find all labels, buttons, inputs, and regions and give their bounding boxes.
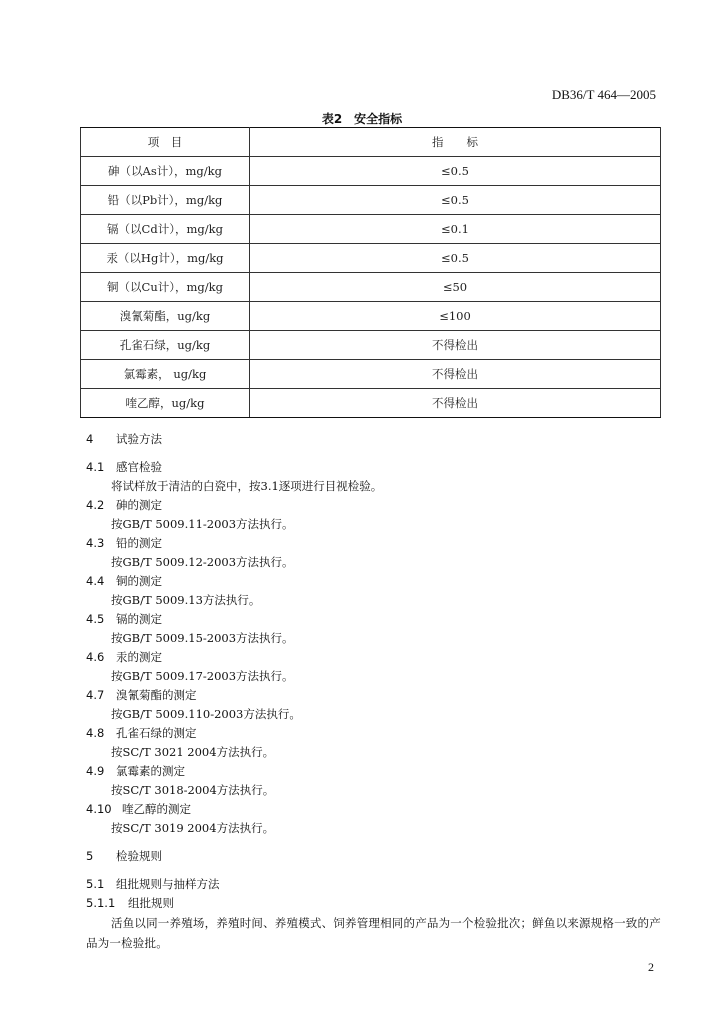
table-cell-value: ≤100 [250,302,661,331]
table-cell-item: 喹乙醇，ug/kg [81,389,250,418]
column-header-indicator: 指 标 [250,128,661,157]
subsection-heading: 4.1 感官检验 [86,460,162,474]
table-cell-value: 不得检出 [250,360,661,389]
paragraph: 将试样放于清洁的白瓷中，按3.1逐项进行目视检验。 [111,479,383,493]
paragraph: 按SC/T 3019 2004方法执行。 [111,821,275,835]
section-heading: 5 检验规则 [86,849,162,863]
subsection-heading: 4.2 砷的测定 [86,498,162,512]
document-body [86,430,661,953]
table-cell-item: 溴氰菊酯，ug/kg [81,302,250,331]
table-cell-value: ≤0.5 [250,244,661,273]
page-number: 2 [648,960,654,974]
subsection-heading: 4.3 铅的测定 [86,536,162,550]
table-row [81,389,661,418]
document-code: DB36/T 464—2005 [551,87,656,102]
subsection-heading: 4.5 镉的测定 [86,612,162,626]
paragraph: 按GB/T 5009.11-2003方法执行。 [111,517,294,531]
table-row [81,360,661,389]
table-cell-item: 孔雀石绿，ug/kg [81,331,250,360]
paragraph: 按GB/T 5009.17-2003方法执行。 [111,669,294,683]
table-cell-value: ≤0.5 [250,157,661,186]
paragraph: 按GB/T 5009.13方法执行。 [111,593,261,607]
table-cell-item: 汞（以Hg计），mg/kg [81,244,250,273]
table-cell-value: ≤0.5 [250,186,661,215]
table-cell-item: 铅（以Pb计），mg/kg [81,186,250,215]
table-cell-value: ≤50 [250,273,661,302]
table-header-row [81,128,661,157]
safety-indicators-table [80,127,661,418]
subsection-heading: 5.1.1 组批规则 [86,896,174,910]
table-cell-item: 铜（以Cu计），mg/kg [81,273,250,302]
table-cell-item: 氯霉素， ug/kg [81,360,250,389]
subsection-heading: 4.6 汞的测定 [86,650,162,664]
subsection-heading: 4.7 溴氰菊酯的测定 [86,688,197,702]
table-row [81,302,661,331]
subsection-heading: 4.9 氯霉素的测定 [86,764,185,778]
subsection-heading: 4.10 喹乙醇的测定 [86,802,191,816]
table-cell-value: ≤0.1 [250,215,661,244]
table-row [81,331,661,360]
subsection-heading: 4.8 孔雀石绿的测定 [86,726,197,740]
table-caption: 表2 安全指标 [321,112,403,126]
paragraph: 按GB/T 5009.110-2003方法执行。 [111,707,301,721]
table-row [81,244,661,273]
column-header-item: 项 目 [81,128,250,157]
table-row [81,273,661,302]
table-row [81,186,661,215]
paragraph: 活鱼以同一养殖场，养殖时间、养殖模式、饲养管理相同的产品为一个检验批次；鲜鱼以来源规格一致的产品为一检验批。 [86,916,661,950]
paragraph: 按SC/T 3021 2004方法执行。 [111,745,275,759]
table-cell-value: 不得检出 [250,389,661,418]
table-cell-item: 镉（以Cd计），mg/kg [81,215,250,244]
table-cell-item: 砷（以As计），mg/kg [81,157,250,186]
paragraph: 按GB/T 5009.15-2003方法执行。 [111,631,294,645]
table-row [81,157,661,186]
subsection-heading: 4.4 铜的测定 [86,574,162,588]
section-heading: 4 试验方法 [86,432,162,446]
table-cell-value: 不得检出 [250,331,661,360]
paragraph: 按SC/T 3018-2004方法执行。 [111,783,275,797]
paragraph: 按GB/T 5009.12-2003方法执行。 [111,555,294,569]
subsection-heading: 5.1 组批规则与抽样方法 [86,877,220,891]
table-row [81,215,661,244]
